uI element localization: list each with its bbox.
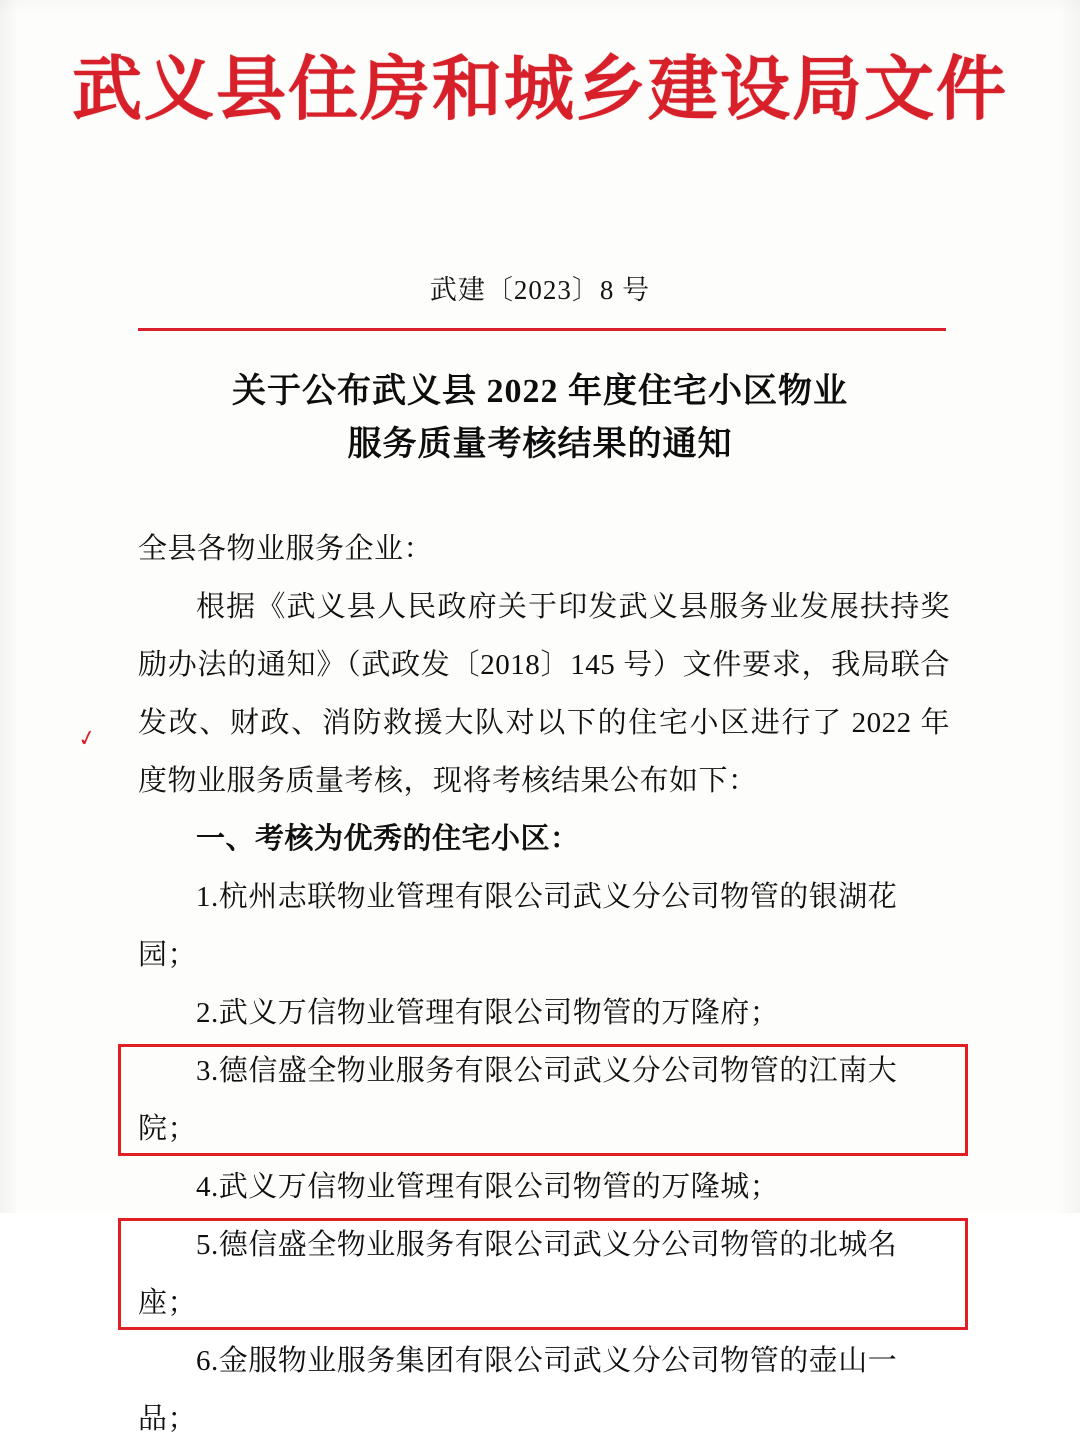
main-paragraph: 根据《武义县人民政府关于印发武义县服务业发展扶持奖励办法的通知》（武政发〔2018〕145 号）文件要求，我局联合发改、财政、消防救援大队对以下的住宅小区进行了 2022 年度物业服务质量考核，现将考核结果公布如下： [138, 591, 950, 797]
list-item: 6.金服物业服务集团有限公司武义分公司物管的壶山一品； [138, 1345, 898, 1435]
document-headline [140, 366, 940, 471]
list-item: 4.武义万信物业管理有限公司物管的万隆城； [196, 1171, 780, 1203]
section-heading: 一、考核为优秀的住宅小区： [196, 823, 580, 855]
document-number: 武建〔2023〕8 号 [429, 275, 651, 305]
red-divider-rule [138, 328, 946, 331]
document-org-title: 武义县住房和城乡建设局文件 [72, 52, 1008, 129]
salutation: 全县各物业服务企业： [138, 533, 434, 565]
document-text-block [138, 520, 950, 1448]
list-item: 2.武义万信物业管理有限公司物管的万隆府； [196, 997, 780, 1029]
headline-line-1: 关于公布武义县 2022 年度住宅小区物业 [232, 373, 848, 410]
list-item-highlighted: 5.德信盛全物业服务有限公司武义分公司物管的北城名座； [138, 1216, 950, 1332]
list-item-highlighted: 3.德信盛全物业服务有限公司武义分公司物管的江南大院； [138, 1042, 950, 1158]
headline-line-2: 服务质量考核结果的通知 [347, 425, 733, 463]
pen-mark-icon: ✓ [75, 723, 99, 753]
list-item: 1.杭州志联物业管理有限公司武义分公司物管的银湖花园； [138, 881, 898, 971]
